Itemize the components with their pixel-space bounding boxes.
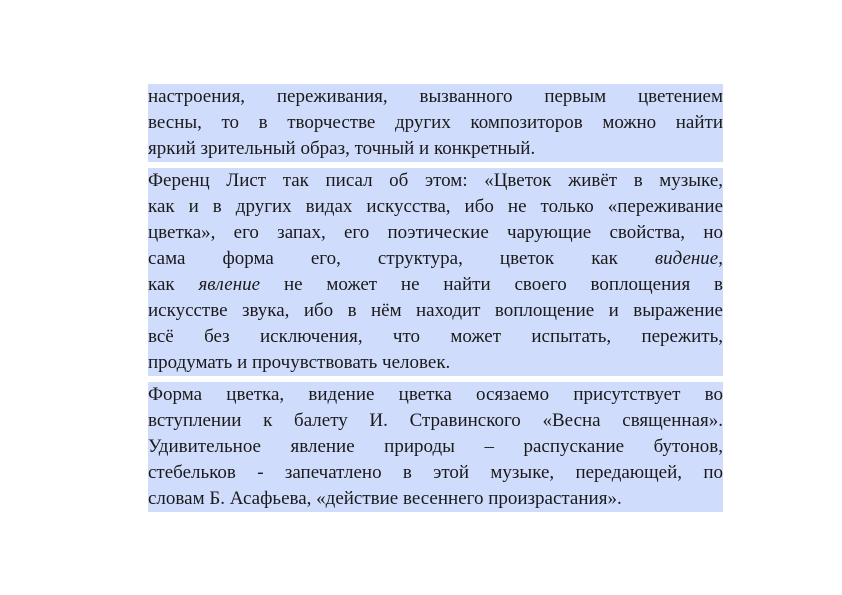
- text-line: как явление не может не найти своего воплощения в: [148, 272, 723, 298]
- text-line: яркий зрительный образ, точный и конкретный.: [148, 136, 723, 162]
- text-line: Удивительное явление природы – распускание бутонов,: [148, 434, 723, 460]
- text-line: цветка», его запах, его поэтические чарующие свойства, но: [148, 220, 723, 246]
- paragraph-3: [148, 382, 723, 512]
- text-line: Форма цветка, видение цветка осязаемо присутствует во: [148, 382, 723, 408]
- text-line: словам Б. Асафьева, «действие весеннего произрастания».: [148, 486, 723, 512]
- text-line: настроения, переживания, вызванного первым цветением: [148, 84, 723, 110]
- text-line: стебельков - запечатлено в этой музыке, передающей, по: [148, 460, 723, 486]
- text-line: Ференц Лист так писал об этом: «Цветок живёт в музыке,: [148, 168, 723, 194]
- text-line: вступлении к балету И. Стравинского «Весна священная».: [148, 408, 723, 434]
- text-line: продумать и прочувствовать человек.: [148, 350, 723, 376]
- document-text-block: [148, 84, 723, 512]
- italic-term-yavlenie: явление: [198, 274, 261, 295]
- paragraph-1: [148, 84, 723, 162]
- italic-term-videnie: видение: [654, 248, 719, 269]
- text-line: сама форма его, структура, цветок как видение,: [148, 246, 723, 272]
- text-line: весны, то в творчестве других композиторов можно найти: [148, 110, 723, 136]
- paragraph-2: [148, 168, 723, 376]
- text-line: искусстве звука, ибо в нём находит воплощение и выражение: [148, 298, 723, 324]
- text-line: всё без исключения, что может испытать, пережить,: [148, 324, 723, 350]
- text-line: как и в других видах искусства, ибо не только «переживание: [148, 194, 723, 220]
